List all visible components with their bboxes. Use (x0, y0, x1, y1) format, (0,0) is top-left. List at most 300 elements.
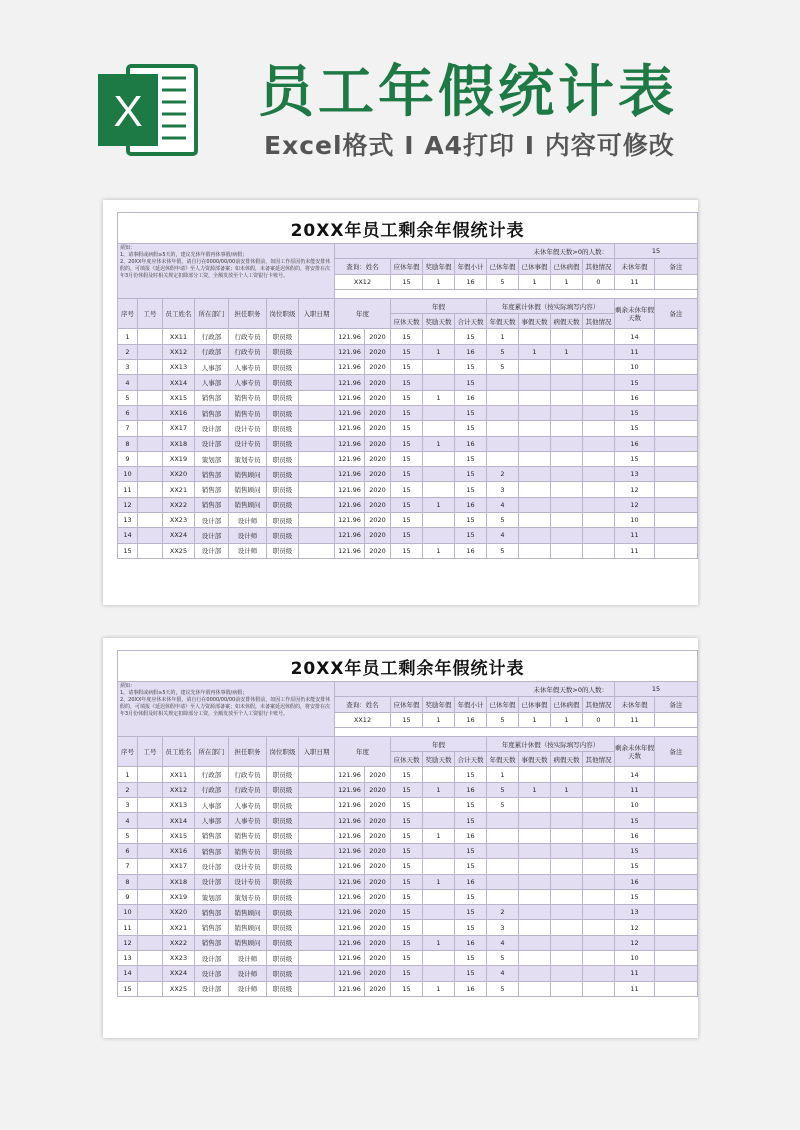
table-row (118, 889, 698, 904)
notes-box (118, 244, 335, 299)
cell-level: 职员级 (267, 935, 299, 950)
cell-emp-no (138, 482, 163, 497)
cell-dept: 行政部 (195, 329, 229, 344)
cell-level: 职员级 (267, 543, 299, 558)
cell-base-days: 15 (391, 405, 423, 420)
cell-other-used (583, 813, 615, 828)
cell-dept: 设计部 (195, 513, 229, 528)
cell-year: 2020 (365, 966, 391, 981)
cell-other-used (583, 482, 615, 497)
cell-hire: 121.96 (335, 528, 365, 543)
cell-bonus-days (423, 528, 455, 543)
cell-position: 设计专员 (229, 421, 267, 436)
cell-personal-used (519, 497, 551, 512)
cell-annual-used (487, 390, 519, 405)
cell-bonus-days: 1 (423, 828, 455, 843)
cell-remaining: 10 (615, 513, 655, 528)
col-header: 年度 (335, 298, 391, 329)
notes-box (118, 682, 335, 737)
cell-seq: 9 (118, 889, 138, 904)
cell-level: 职员级 (267, 981, 299, 996)
table-row (118, 451, 698, 466)
table-row (118, 951, 698, 966)
cell-seq: 7 (118, 859, 138, 874)
col-header: 岗位职级 (267, 736, 299, 767)
query-header: 备注 (655, 259, 698, 274)
cell-remark (655, 497, 698, 512)
cell-position: 销售顾问 (229, 482, 267, 497)
cell-position: 销售专员 (229, 843, 267, 858)
cell-annual-used: 2 (487, 905, 519, 920)
notes-label: 须知： (120, 683, 136, 689)
cell-remaining: 16 (615, 436, 655, 451)
cell-annual-used (487, 828, 519, 843)
cell-bonus-days (423, 513, 455, 528)
query-header: 已休事假 (519, 259, 551, 274)
cell-name: XX19 (163, 889, 195, 904)
cell-hire-blank (299, 360, 335, 375)
cell-dept: 销售部 (195, 467, 229, 482)
cell-hire-blank (299, 497, 335, 512)
cell-remaining: 10 (615, 360, 655, 375)
table-row (118, 375, 698, 390)
cell-name: XX19 (163, 451, 195, 466)
cell-personal-used (519, 905, 551, 920)
cell-total-days: 15 (455, 329, 487, 344)
table-row (118, 828, 698, 843)
cell-total-days: 15 (455, 421, 487, 436)
summary-value: 15 (615, 682, 698, 697)
cell-base-days: 15 (391, 767, 423, 782)
notes-line: 2、20XX年度应休未休年假，请自行在0000/00/00前安排休假前，如因工作原因仍未能安排休假的，可填报《延迟休假申请》至人力资源部备案；如未休假，未备案延迟休假的，将安排在次年3月份休假及时相关规定扣除部分工资，全额发放至个人工资银行卡账号。 (120, 697, 331, 717)
cell-sick-used (551, 767, 583, 782)
cell-personal-used (519, 329, 551, 344)
table-row (118, 782, 698, 797)
cell-dept: 人事部 (195, 798, 229, 813)
cell-year: 2020 (365, 543, 391, 558)
cell-year: 2020 (365, 951, 391, 966)
cell-annual-used (487, 843, 519, 858)
leave-table (117, 650, 698, 997)
cell-position: 设计师 (229, 981, 267, 996)
cell-bonus-days (423, 905, 455, 920)
cell-level: 职员级 (267, 859, 299, 874)
col-header-group: 年度累计休假（按实际填写内容） (487, 736, 615, 751)
query-header: 已休年假 (487, 697, 519, 712)
col-header: 入职日期 (299, 736, 335, 767)
cell-bonus-days: 1 (423, 344, 455, 359)
cell-position: 行政专员 (229, 767, 267, 782)
cell-base-days: 15 (391, 981, 423, 996)
cell-base-days: 15 (391, 889, 423, 904)
cell-bonus-days: 1 (423, 782, 455, 797)
query-value: 11 (615, 274, 655, 289)
cell-level: 职员级 (267, 329, 299, 344)
cell-remaining: 12 (615, 935, 655, 950)
cell-name: XX16 (163, 843, 195, 858)
cell-year: 2020 (365, 798, 391, 813)
table-row (118, 344, 698, 359)
cell-annual-used: 1 (487, 767, 519, 782)
cell-sick-used (551, 497, 583, 512)
cell-remark (655, 920, 698, 935)
cell-other-used (583, 528, 615, 543)
cell-hire-blank (299, 951, 335, 966)
cell-remaining: 12 (615, 497, 655, 512)
table-row (118, 859, 698, 874)
cell-annual-used: 5 (487, 951, 519, 966)
query-header: 已休年假 (487, 259, 519, 274)
cell-name: XX15 (163, 390, 195, 405)
cell-position: 设计师 (229, 966, 267, 981)
cell-year: 2020 (365, 767, 391, 782)
cell-hire: 121.96 (335, 513, 365, 528)
cell-dept: 行政部 (195, 344, 229, 359)
cell-annual-used (487, 859, 519, 874)
cell-base-days: 15 (391, 843, 423, 858)
cell-dept: 设计部 (195, 421, 229, 436)
cell-remaining: 11 (615, 966, 655, 981)
cell-base-days: 15 (391, 859, 423, 874)
cell-dept: 设计部 (195, 951, 229, 966)
cell-sick-used (551, 951, 583, 966)
cell-year: 2020 (365, 935, 391, 950)
cell-personal-used (519, 981, 551, 996)
cell-base-days: 15 (391, 951, 423, 966)
cell-annual-used (487, 889, 519, 904)
cell-personal-used (519, 513, 551, 528)
col-subheader: 年假天数 (487, 752, 519, 767)
cell-hire: 121.96 (335, 843, 365, 858)
cell-position: 策划专员 (229, 451, 267, 466)
cell-personal-used (519, 467, 551, 482)
cell-other-used (583, 451, 615, 466)
cell-base-days: 15 (391, 436, 423, 451)
cell-emp-no (138, 528, 163, 543)
col-header: 序号 (118, 298, 138, 329)
cell-total-days: 16 (455, 828, 487, 843)
cell-personal-used (519, 405, 551, 420)
cell-hire-blank (299, 935, 335, 950)
cell-base-days: 15 (391, 497, 423, 512)
cell-bonus-days: 1 (423, 436, 455, 451)
cell-emp-no (138, 405, 163, 420)
table-row (118, 390, 698, 405)
cell-level: 职员级 (267, 360, 299, 375)
cell-remaining: 15 (615, 859, 655, 874)
cell-name: XX25 (163, 543, 195, 558)
cell-name: XX14 (163, 813, 195, 828)
col-subheader: 其他情况 (583, 752, 615, 767)
cell-annual-used (487, 813, 519, 828)
query-value: 5 (487, 712, 519, 727)
cell-dept: 销售部 (195, 482, 229, 497)
cell-total-days: 16 (455, 390, 487, 405)
table-row (118, 482, 698, 497)
cell-hire-blank (299, 813, 335, 828)
cell-emp-no (138, 767, 163, 782)
cell-hire: 121.96 (335, 467, 365, 482)
query-header: 奖励年假 (423, 259, 455, 274)
query-header: 已休病假 (551, 259, 583, 274)
cell-total-days: 15 (455, 843, 487, 858)
cell-year: 2020 (365, 329, 391, 344)
cell-remaining: 14 (615, 767, 655, 782)
col-header: 所在部门 (195, 298, 229, 329)
cell-name: XX17 (163, 859, 195, 874)
cell-year: 2020 (365, 828, 391, 843)
notes-label: 须知： (120, 245, 136, 251)
cell-name: XX11 (163, 329, 195, 344)
cell-bonus-days (423, 920, 455, 935)
cell-name: XX23 (163, 951, 195, 966)
cell-personal-used (519, 813, 551, 828)
cell-bonus-days: 1 (423, 543, 455, 558)
query-value: 15 (391, 274, 423, 289)
cell-year: 2020 (365, 920, 391, 935)
cell-bonus-days (423, 966, 455, 981)
cell-remaining: 15 (615, 451, 655, 466)
cell-position: 设计师 (229, 528, 267, 543)
cell-remark (655, 874, 698, 889)
cell-hire-blank (299, 905, 335, 920)
cell-bonus-days (423, 813, 455, 828)
cell-sick-used (551, 828, 583, 843)
query-value: 5 (487, 274, 519, 289)
cell-remark (655, 360, 698, 375)
cell-bonus-days: 1 (423, 874, 455, 889)
table-row (118, 843, 698, 858)
cell-annual-used (487, 421, 519, 436)
notes-line: 1、请事假或病假≥5天的，建议先休年假再休事假/病假； (120, 690, 248, 696)
cell-total-days: 15 (455, 528, 487, 543)
cell-dept: 销售部 (195, 497, 229, 512)
cell-year: 2020 (365, 344, 391, 359)
summary-value: 15 (615, 244, 698, 259)
cell-remaining: 11 (615, 528, 655, 543)
cell-position: 销售专员 (229, 390, 267, 405)
cell-position: 设计师 (229, 951, 267, 966)
query-name-input[interactable]: XX12 (335, 712, 391, 727)
cell-emp-no (138, 966, 163, 981)
cell-hire: 121.96 (335, 782, 365, 797)
cell-dept: 设计部 (195, 981, 229, 996)
cell-annual-used: 5 (487, 782, 519, 797)
cell-emp-no (138, 329, 163, 344)
cell-year: 2020 (365, 375, 391, 390)
cell-total-days: 15 (455, 798, 487, 813)
cell-level: 职员级 (267, 767, 299, 782)
cell-seq: 14 (118, 528, 138, 543)
cell-personal-used (519, 451, 551, 466)
query-value: 1 (423, 712, 455, 727)
cell-sick-used (551, 981, 583, 996)
cell-seq: 12 (118, 935, 138, 950)
cell-year: 2020 (365, 482, 391, 497)
cell-sick-used (551, 390, 583, 405)
cell-emp-no (138, 390, 163, 405)
cell-remark (655, 405, 698, 420)
cell-sick-used (551, 905, 583, 920)
cell-hire-blank (299, 767, 335, 782)
cell-base-days: 15 (391, 467, 423, 482)
cell-emp-no (138, 467, 163, 482)
cell-annual-used (487, 451, 519, 466)
cell-other-used (583, 889, 615, 904)
cell-bonus-days (423, 451, 455, 466)
cell-remaining: 11 (615, 344, 655, 359)
query-value (655, 274, 698, 289)
cell-seq: 13 (118, 513, 138, 528)
cell-hire-blank (299, 798, 335, 813)
col-subheader: 病假天数 (551, 752, 583, 767)
table-row (118, 528, 698, 543)
cell-base-days: 15 (391, 421, 423, 436)
cell-hire-blank (299, 889, 335, 904)
col-header: 剩余未休年假天数 (615, 736, 655, 767)
cell-level: 职员级 (267, 782, 299, 797)
cell-sick-used (551, 543, 583, 558)
table-row (118, 920, 698, 935)
cell-year: 2020 (365, 905, 391, 920)
cell-bonus-days (423, 329, 455, 344)
cell-personal-used (519, 390, 551, 405)
table-title: 20XX年员工剩余年假统计表 (118, 213, 698, 244)
cell-seq: 10 (118, 905, 138, 920)
cell-hire: 121.96 (335, 543, 365, 558)
cell-bonus-days: 1 (423, 981, 455, 996)
col-subheader: 奖励天数 (423, 314, 455, 329)
cell-base-days: 15 (391, 905, 423, 920)
cell-seq: 6 (118, 843, 138, 858)
cell-dept: 人事部 (195, 360, 229, 375)
cell-hire-blank (299, 920, 335, 935)
cell-name: XX21 (163, 482, 195, 497)
cell-bonus-days: 1 (423, 935, 455, 950)
cell-personal-used (519, 828, 551, 843)
cell-emp-no (138, 874, 163, 889)
cell-personal-used (519, 436, 551, 451)
cell-annual-used (487, 405, 519, 420)
table-row (118, 874, 698, 889)
table-title: 20XX年员工剩余年假统计表 (118, 651, 698, 682)
cell-emp-no (138, 920, 163, 935)
cell-personal-used (519, 889, 551, 904)
query-label: 查询：姓名 (335, 259, 391, 274)
cell-seq: 9 (118, 451, 138, 466)
cell-emp-no (138, 451, 163, 466)
cell-position: 设计专员 (229, 859, 267, 874)
cell-base-days: 15 (391, 390, 423, 405)
cell-seq: 1 (118, 329, 138, 344)
cell-name: XX18 (163, 436, 195, 451)
query-value: 0 (583, 274, 615, 289)
cell-annual-used: 1 (487, 329, 519, 344)
cell-seq: 1 (118, 767, 138, 782)
cell-dept: 行政部 (195, 767, 229, 782)
cell-base-days: 15 (391, 528, 423, 543)
cell-level: 职员级 (267, 436, 299, 451)
cell-hire: 121.96 (335, 421, 365, 436)
cell-total-days: 15 (455, 966, 487, 981)
cell-annual-used (487, 874, 519, 889)
cell-other-used (583, 360, 615, 375)
cell-emp-no (138, 497, 163, 512)
cell-position: 销售顾问 (229, 935, 267, 950)
col-header: 员工姓名 (163, 736, 195, 767)
cell-level: 职员级 (267, 421, 299, 436)
cell-hire: 121.96 (335, 451, 365, 466)
cell-level: 职员级 (267, 813, 299, 828)
cell-hire-blank (299, 329, 335, 344)
cell-total-days: 15 (455, 813, 487, 828)
cell-seq: 2 (118, 344, 138, 359)
cell-total-days: 16 (455, 436, 487, 451)
cell-hire-blank (299, 436, 335, 451)
cell-total-days: 15 (455, 405, 487, 420)
col-subheader: 合计天数 (455, 314, 487, 329)
cell-emp-no (138, 905, 163, 920)
cell-remaining: 15 (615, 421, 655, 436)
cell-hire: 121.96 (335, 828, 365, 843)
cell-dept: 设计部 (195, 859, 229, 874)
cell-year: 2020 (365, 421, 391, 436)
cell-other-used (583, 329, 615, 344)
cell-total-days: 16 (455, 782, 487, 797)
cell-position: 销售顾问 (229, 905, 267, 920)
cell-total-days: 15 (455, 951, 487, 966)
cell-other-used (583, 843, 615, 858)
cell-other-used (583, 951, 615, 966)
col-header: 工号 (138, 298, 163, 329)
cell-remaining: 11 (615, 543, 655, 558)
cell-remark (655, 813, 698, 828)
cell-remaining: 15 (615, 813, 655, 828)
cell-hire: 121.96 (335, 951, 365, 966)
cell-personal-used (519, 360, 551, 375)
cell-emp-no (138, 360, 163, 375)
cell-seq: 11 (118, 482, 138, 497)
cell-remaining: 10 (615, 798, 655, 813)
query-value: 11 (615, 712, 655, 727)
cell-year: 2020 (365, 451, 391, 466)
cell-year: 2020 (365, 497, 391, 512)
col-header: 员工姓名 (163, 298, 195, 329)
cell-total-days: 15 (455, 467, 487, 482)
cell-remark (655, 329, 698, 344)
cell-remaining: 15 (615, 843, 655, 858)
table-row (118, 543, 698, 558)
cell-sick-used (551, 966, 583, 981)
cell-bonus-days (423, 482, 455, 497)
query-value: 15 (391, 712, 423, 727)
query-value: 1 (519, 274, 551, 289)
col-subheader: 其他情况 (583, 314, 615, 329)
cell-emp-no (138, 513, 163, 528)
cell-dept: 销售部 (195, 905, 229, 920)
cell-remark (655, 344, 698, 359)
cell-hire-blank (299, 421, 335, 436)
cell-base-days: 15 (391, 482, 423, 497)
query-name-input[interactable]: XX12 (335, 274, 391, 289)
cell-emp-no (138, 828, 163, 843)
cell-sick-used (551, 935, 583, 950)
cell-personal-used (519, 767, 551, 782)
cell-annual-used: 2 (487, 467, 519, 482)
cell-name: XX14 (163, 375, 195, 390)
cell-other-used (583, 405, 615, 420)
cell-hire-blank (299, 513, 335, 528)
